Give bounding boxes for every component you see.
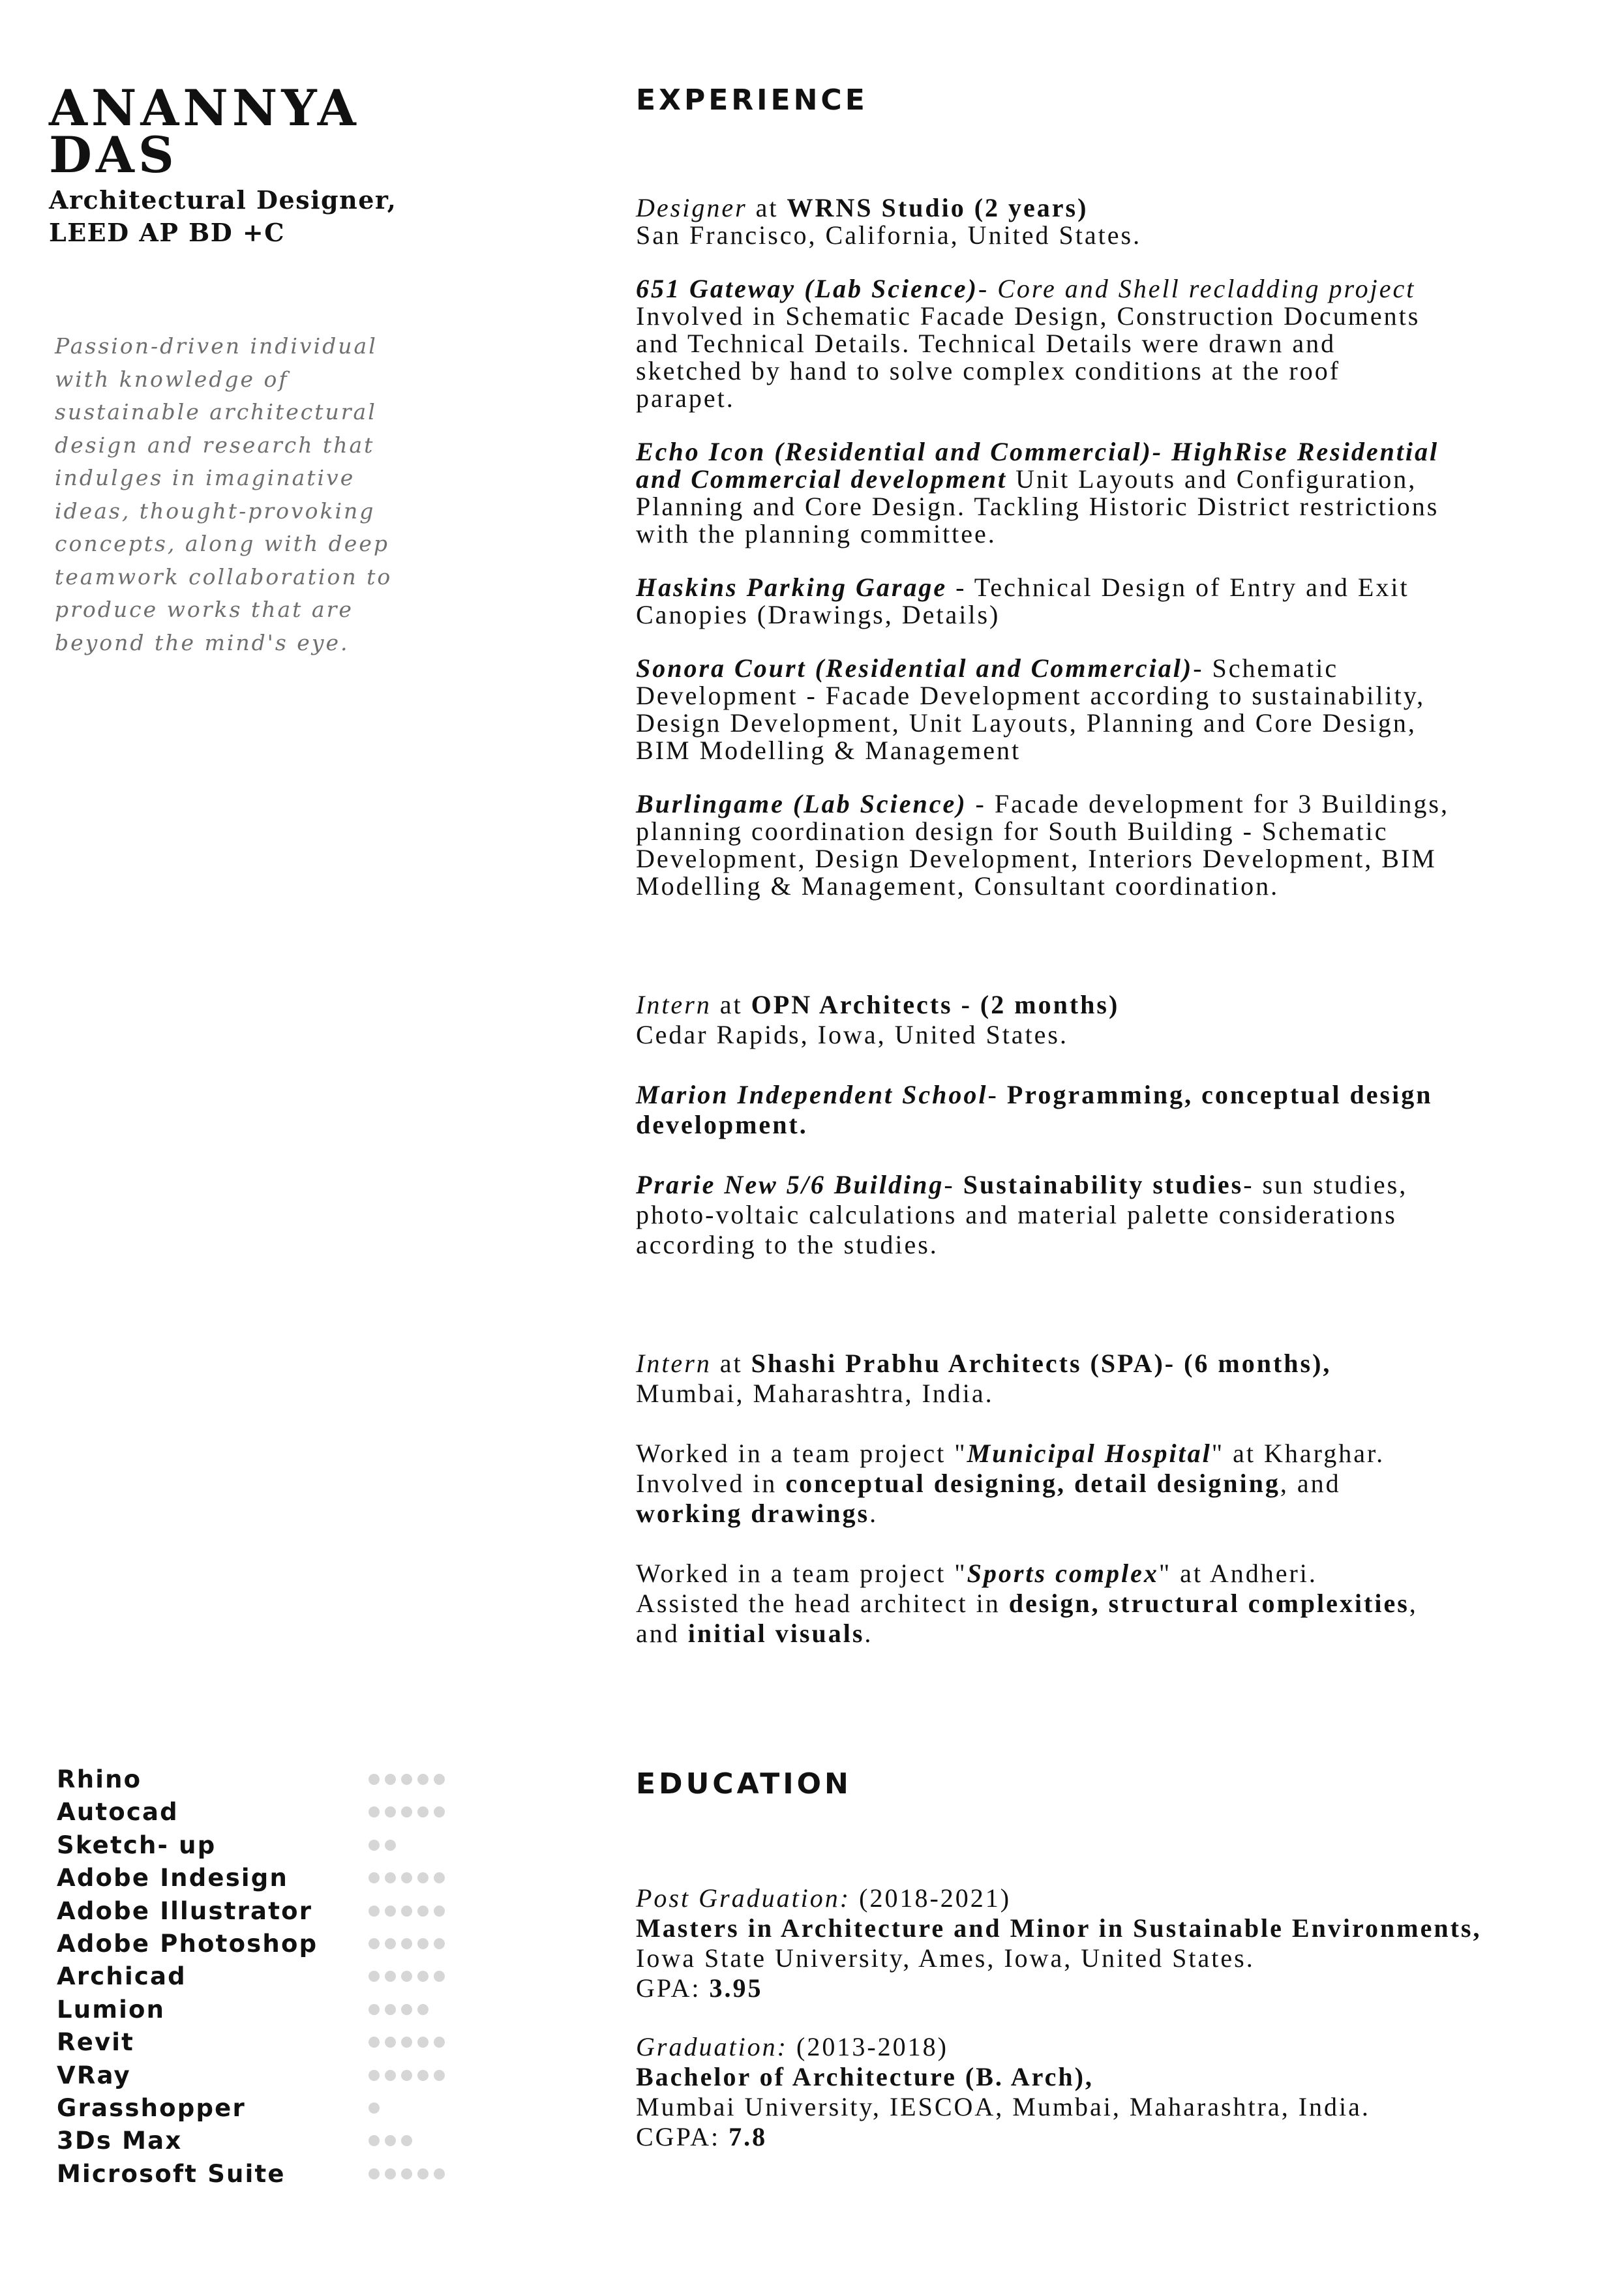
skill-name: Revit — [57, 2028, 135, 2057]
rating-dot-icon — [368, 2135, 380, 2146]
skill-name: Adobe Indesign — [57, 1864, 289, 1893]
project-text: and Commercial development Unit Layouts and Configuration, — [636, 464, 1417, 494]
project-text: Development, Design Development, Interiors Development, BIM — [636, 844, 1437, 873]
skills-list — [57, 1763, 474, 2191]
skill-name: Archicad — [57, 1962, 187, 1991]
job-spa — [636, 1349, 1582, 1649]
candidate-name — [49, 79, 414, 184]
job-location: Mumbai, Maharashtra, India. — [636, 1379, 994, 1408]
project-title: Echo Icon (Residential and Commercial)- HighRise Residential — [636, 437, 1439, 466]
job-company: Shashi Prabhu Architects (SPA)- (6 months), — [751, 1349, 1332, 1378]
education-gpa: GPA: 3.95 — [636, 1973, 763, 2003]
rating-dot-icon — [434, 1872, 445, 1883]
rating-dot-icon — [385, 2135, 396, 2146]
job-opn — [636, 990, 1582, 1260]
skill-rating — [368, 1840, 396, 1853]
project-text: Canopies (Drawings, Details) — [636, 600, 1000, 629]
skill-name: Sketch- up — [57, 1831, 217, 1859]
skill-name: Rhino — [57, 1765, 142, 1793]
rating-dot-icon — [417, 1938, 429, 1949]
education-period: Graduation: (2013-2018) — [636, 2032, 948, 2061]
job-role: Intern — [636, 990, 712, 1019]
education-period: Post Graduation: (2018-2021) — [636, 1883, 1012, 1913]
skill-rating — [368, 1872, 445, 1885]
rating-dot-icon — [401, 1872, 412, 1883]
job-role: Designer — [636, 193, 747, 222]
project-text: Involved in conceptual designing, detail designing, and — [636, 1469, 1341, 1498]
rating-dot-icon — [385, 1971, 396, 1982]
profile-summary: Passion-driven individual with knowledge of sustainable architectural design and research that indulges in imaginative ideas, thought-provoking concepts, along with deep teamwork collaboration to produce works that are beyond the mind's eye. — [55, 333, 393, 655]
project-text: and Technical Details. Technical Details were drawn and — [636, 329, 1336, 358]
skill-row — [57, 1994, 474, 2026]
skill-row — [57, 1829, 474, 1862]
job-header: Intern at Shashi Prabhu Architects (SPA)- (6 months), — [636, 1349, 1332, 1378]
rating-dot-icon — [385, 1774, 396, 1785]
project-title: Haskins Parking Garage - Technical Design of Entry and Exit — [636, 573, 1409, 602]
rating-dot-icon — [417, 2070, 429, 2081]
project-text: Design Development, Unit Layouts, Planning and Core Design, — [636, 708, 1417, 738]
skill-rating — [368, 2004, 429, 2017]
project-text: Involved in Schematic Facade Design, Construction Documents — [636, 301, 1421, 331]
education-post-graduation — [636, 1883, 1582, 2003]
rating-dot-icon — [434, 1906, 445, 1917]
skill-name: VRay — [57, 2061, 131, 2089]
skill-name: Autocad — [57, 1798, 179, 1827]
rating-dot-icon — [417, 1806, 429, 1818]
rating-dot-icon — [368, 1774, 380, 1785]
rating-dot-icon — [385, 2037, 396, 2048]
rating-dot-icon — [368, 2070, 380, 2081]
skill-row — [57, 2059, 474, 2092]
project-text: Assisted the head architect in design, structural complexities, — [636, 1589, 1418, 1618]
skill-row — [57, 1796, 474, 1829]
skill-name: Adobe Photoshop — [57, 1929, 318, 1958]
skill-rating — [368, 2070, 445, 2083]
job-header: Designer at WRNS Studio (2 years) — [636, 193, 1089, 222]
rating-dot-icon — [385, 1872, 396, 1883]
rating-dot-icon — [434, 2037, 445, 2048]
rating-dot-icon — [417, 1872, 429, 1883]
rating-dot-icon — [385, 1806, 396, 1818]
skill-row — [57, 1928, 474, 1960]
rating-dot-icon — [368, 1806, 380, 1818]
project-text: according to the studies. — [636, 1230, 939, 1259]
project-text: Development - Facade Development according to sustainability, — [636, 681, 1426, 710]
rating-dot-icon — [385, 2168, 396, 2179]
skill-name: Lumion — [57, 1995, 166, 2024]
job-company: OPN Architects - (2 months) — [751, 990, 1120, 1019]
skill-row — [57, 1763, 474, 1796]
rating-dot-icon — [401, 2037, 412, 2048]
skill-name: 3Ds Max — [57, 2127, 183, 2155]
education-school: Mumbai University, IESCOA, Mumbai, Maharashtra, India. — [636, 2092, 1370, 2121]
skill-row — [57, 1862, 474, 1894]
education-degree: Bachelor of Architecture (B. Arch), — [636, 2062, 1094, 2091]
rating-dot-icon — [368, 1938, 380, 1949]
project-text: planning coordination design for South Building - Schematic — [636, 816, 1389, 846]
rating-dot-icon — [385, 1938, 396, 1949]
project-title: Marion Independent School- Programming, conceptual design — [636, 1080, 1433, 1109]
job-company: WRNS Studio (2 years) — [787, 193, 1089, 222]
rating-dot-icon — [368, 1840, 380, 1851]
rating-dot-icon — [434, 1971, 445, 1982]
rating-dot-icon — [417, 2004, 429, 2015]
rating-dot-icon — [385, 1906, 396, 1917]
rating-dot-icon — [368, 2102, 380, 2114]
rating-dot-icon — [368, 2037, 380, 2048]
skill-rating — [368, 2102, 380, 2116]
project-title: Sonora Court (Residential and Commercial)- Schematic — [636, 653, 1339, 683]
rating-dot-icon — [385, 2004, 396, 2015]
skill-row — [57, 2092, 474, 2125]
name-first: ANANNYA — [49, 79, 360, 137]
education-school: Iowa State University, Ames, Iowa, United States. — [636, 1943, 1255, 1973]
rating-dot-icon — [401, 1906, 412, 1917]
project-text: photo-voltaic calculations and material palette considerations — [636, 1200, 1397, 1229]
project-title: Burlingame (Lab Science) - Facade development for 3 Buildings, — [636, 789, 1449, 818]
skill-rating — [368, 1938, 445, 1951]
project-text: Worked in a team project "Sports complex" at Andheri. — [636, 1559, 1317, 1588]
title-line-1: Architectural Designer, — [49, 185, 397, 215]
skill-rating — [368, 1806, 445, 1819]
rating-dot-icon — [401, 1971, 412, 1982]
job-location: San Francisco, California, United States. — [636, 220, 1142, 250]
rating-dot-icon — [401, 2070, 412, 2081]
skill-row — [57, 1895, 474, 1928]
rating-dot-icon — [368, 2004, 380, 2015]
project-text: and initial visuals. — [636, 1619, 873, 1648]
skill-rating — [368, 2135, 412, 2148]
education-gpa: CGPA: 7.8 — [636, 2122, 768, 2151]
rating-dot-icon — [434, 2070, 445, 2081]
rating-dot-icon — [417, 1774, 429, 1785]
rating-dot-icon — [434, 1774, 445, 1785]
project-text: Modelling & Management, Consultant coordination. — [636, 871, 1280, 901]
title-line-2: LEED AP BD +C — [49, 218, 286, 247]
job-title — [49, 184, 440, 249]
job-location: Cedar Rapids, Iowa, United States. — [636, 1020, 1068, 1049]
rating-dot-icon — [401, 2135, 412, 2146]
rating-dot-icon — [368, 2168, 380, 2179]
rating-dot-icon — [401, 1806, 412, 1818]
skill-row — [57, 2158, 474, 2191]
rating-dot-icon — [417, 2168, 429, 2179]
education-graduation — [636, 2032, 1582, 2152]
education-heading: EDUCATION — [636, 1767, 852, 1801]
project-text: Worked in a team project "Municipal Hospital" at Kharghar. — [636, 1439, 1385, 1468]
skill-name: Microsoft Suite — [57, 2159, 286, 2188]
skill-row — [57, 2125, 474, 2157]
project-text: BIM Modelling & Management — [636, 736, 1021, 765]
project-text: sketched by hand to solve complex conditions at the roof — [636, 356, 1341, 385]
rating-dot-icon — [401, 1938, 412, 1949]
rating-dot-icon — [368, 1971, 380, 1982]
project-title: 651 Gateway (Lab Science)- Core and Shell recladding project — [636, 274, 1416, 303]
project-title: Prarie New 5/6 Building- Sustainability studies- sun studies, — [636, 1170, 1408, 1199]
rating-dot-icon — [434, 1806, 445, 1818]
project-text: with the planning committee. — [636, 519, 997, 548]
skill-rating — [368, 1774, 445, 1787]
rating-dot-icon — [401, 1774, 412, 1785]
rating-dot-icon — [401, 2168, 412, 2179]
rating-dot-icon — [368, 1872, 380, 1883]
job-header: Intern at OPN Architects - (2 months) — [636, 990, 1120, 1019]
skill-rating — [368, 2168, 445, 2181]
name-last: DAS — [49, 126, 178, 184]
skill-rating — [368, 2037, 445, 2050]
rating-dot-icon — [368, 1906, 380, 1917]
skill-rating — [368, 1971, 445, 1984]
job-wrns — [636, 194, 1582, 900]
rating-dot-icon — [401, 2004, 412, 2015]
education-degree: Masters in Architecture and Minor in Sustainable Environments, — [636, 1913, 1482, 1943]
experience-heading: EXPERIENCE — [636, 83, 868, 117]
rating-dot-icon — [434, 2168, 445, 2179]
skill-row — [57, 2026, 474, 2059]
rating-dot-icon — [417, 1906, 429, 1917]
skill-rating — [368, 1906, 445, 1919]
project-text: working drawings. — [636, 1499, 879, 1528]
rating-dot-icon — [385, 1840, 396, 1851]
job-role: Intern — [636, 1349, 712, 1378]
project-text: parapet. — [636, 383, 735, 413]
rating-dot-icon — [385, 2070, 396, 2081]
skill-name: Adobe Illustrator — [57, 1896, 313, 1925]
rating-dot-icon — [417, 1971, 429, 1982]
rating-dot-icon — [434, 1938, 445, 1949]
skill-row — [57, 1960, 474, 1993]
rating-dot-icon — [417, 2037, 429, 2048]
skill-name: Grasshopper — [57, 2093, 246, 2122]
project-text: Planning and Core Design. Tackling Historic District restrictions — [636, 492, 1439, 521]
project-text: development. — [636, 1110, 808, 1139]
